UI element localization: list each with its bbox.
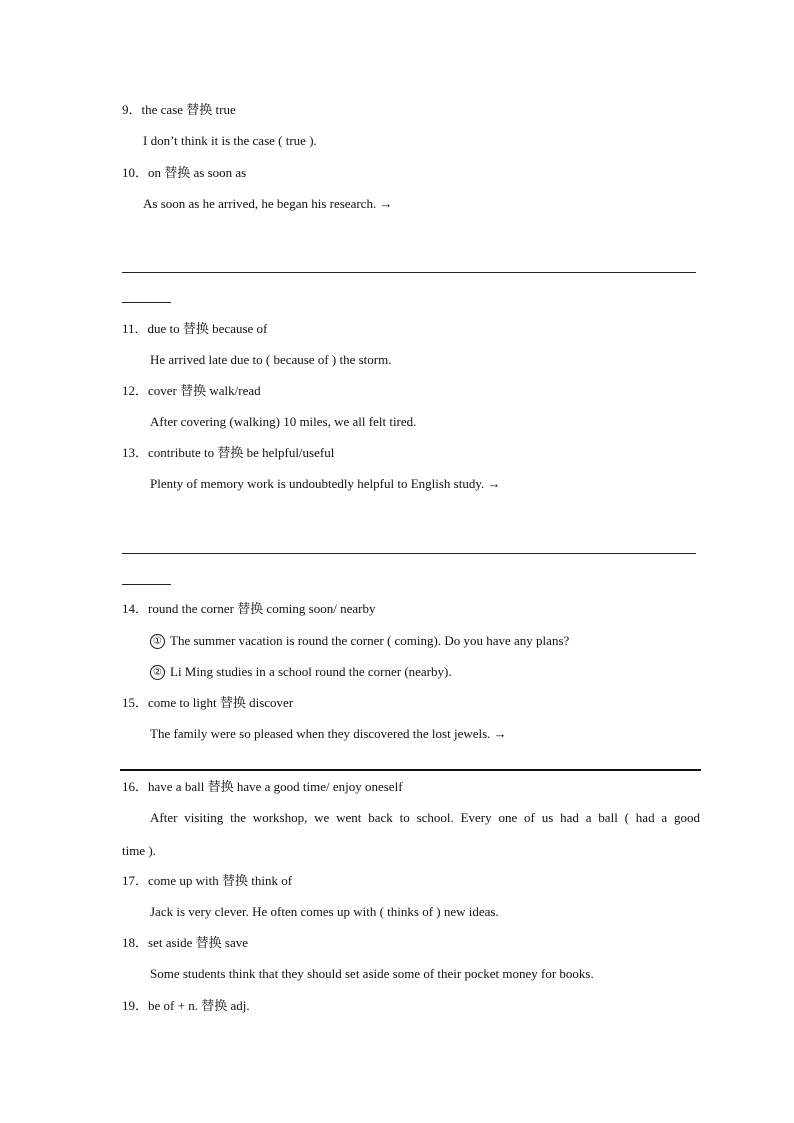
item-18-example: Some students think that they should set aside some of their pocket money for books. (150, 966, 594, 981)
answer-line (122, 553, 696, 554)
item-number: 15． (122, 695, 149, 710)
answer-line (122, 272, 696, 273)
item-13-heading (122, 445, 334, 461)
item-14-example-2 (150, 664, 452, 680)
item-phrase: come up with 替换 think of (148, 873, 293, 888)
item-14-heading (122, 601, 375, 617)
item-12-example: After covering (walking) 10 miles, we all felt tired. (150, 414, 417, 429)
item-number: 10． (122, 165, 149, 180)
item-16-example-line-1: After visiting the workshop, we went back to school. Every one of us had a ball ( had a good (150, 810, 700, 825)
item-phrase: be of + n. 替换 adj. (148, 998, 250, 1013)
item-phrase: due to 替换 because of (147, 321, 268, 336)
item-15-example: The family were so pleased when they discovered the lost jewels. → (150, 726, 507, 741)
answer-line-short (122, 302, 171, 303)
item-number: 18． (122, 935, 149, 950)
item-11-heading (122, 321, 267, 337)
item-number: 11． (122, 321, 148, 336)
answer-line-thick (120, 769, 701, 771)
item-phrase: on 替换 as soon as (148, 165, 247, 180)
item-15-heading (122, 695, 293, 711)
item-phrase: round the corner 替换 coming soon/ nearby (148, 601, 376, 616)
item-number: 17． (122, 873, 149, 888)
item-number: 19． (122, 998, 149, 1013)
example-text: The summer vacation is round the corner ( coming). Do you have any plans? (170, 633, 570, 648)
item-number: 13． (122, 445, 149, 460)
example-text: Li Ming studies in a school round the corner (nearby). (170, 664, 452, 679)
item-16-heading (122, 779, 403, 795)
item-number: 9． (122, 102, 142, 117)
item-11-example: He arrived late due to ( because of ) the storm. (150, 352, 392, 367)
item-12-heading (122, 383, 261, 399)
item-9-example: I don’t think it is the case ( true ). (143, 133, 317, 148)
item-10-heading (122, 165, 246, 181)
item-19-heading (122, 998, 250, 1014)
item-number: 12． (122, 383, 149, 398)
item-17-heading (122, 873, 292, 889)
circled-number-2: ② (150, 665, 165, 680)
answer-line-short (122, 584, 171, 585)
item-14-example-1 (150, 633, 569, 649)
item-phrase: contribute to 替换 be helpful/useful (148, 445, 335, 460)
item-18-heading (122, 935, 248, 951)
item-9-heading (122, 102, 236, 118)
item-phrase: set aside 替换 save (148, 935, 249, 950)
item-phrase: have a ball 替换 have a good time/ enjoy oneself (148, 779, 403, 794)
item-phrase: cover 替换 walk/read (148, 383, 261, 398)
circled-number-1: ① (150, 634, 165, 649)
item-phrase: the case 替换 true (141, 102, 236, 117)
item-10-example: As soon as he arrived, he began his research. → (143, 196, 393, 211)
item-number: 14． (122, 601, 149, 616)
item-number: 16． (122, 779, 149, 794)
item-16-example-line-2: time ). (122, 843, 156, 858)
item-phrase: come to light 替换 discover (148, 695, 294, 710)
item-17-example: Jack is very clever. He often comes up with ( thinks of ) new ideas. (150, 904, 499, 919)
item-13-example: Plenty of memory work is undoubtedly helpful to English study. → (150, 476, 501, 491)
